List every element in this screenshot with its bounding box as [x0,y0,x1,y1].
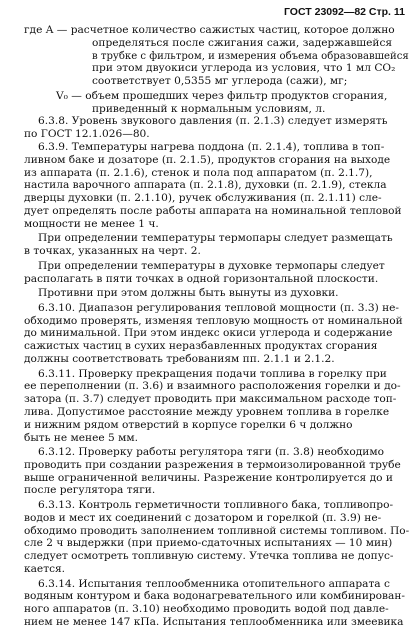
text-line: и нижним рядом отверстий в корпусе горелки 6 ч должно [24,418,353,431]
text-line: определяться после сжигания сажи, задержавшейся [92,36,393,49]
text-line: быть не менее 5 мм. [24,431,138,444]
text-line: ного аппаратов (п. 3.10) необходимо проводить водой под давле- [24,603,389,616]
text-line: в точках, указанных на черт. 2. [24,245,201,258]
text-line: проводить при создании разрежения в термоизолированной трубе [24,458,401,471]
text-line: в трубке с фильтром, и измерения объема образовавшейся [92,49,409,62]
text-line: кается. [24,563,66,575]
text-line: водяным контуром и бака водонагревательного или комбинирован- [24,590,405,603]
text-line: нием не менее 147 кПа. Испытания теплообменника или змеевика [24,616,404,628]
text-line: сле 2 ч выдержки (при приемо-сдаточных испытаниях — 10 мин) [24,537,393,550]
text-line: обходимо проверять, изменяя тепловую мощность от номинальной [24,314,403,327]
text-line: соответствует 0,5355 мг углерода (сажи), мг; [92,75,348,88]
text-line: до минимальной. При этом индекс окиси углерода и содержание [24,327,393,340]
text-line: 6.3.11. Проверку прекращения подачи топлива в горелку при [38,367,387,380]
text-line: где A — расчетное количество сажистых частиц, которое должно [24,24,395,36]
text-line: ее переполнении (п. 3.6) и взаимного расположения горелки и до- [24,380,401,393]
text-line: следует осмотреть топливную систему. Утечка топлива не допус- [24,550,394,563]
text-line: дверцы духовки (п. 2.1.10), ручек обслуживания (п. 2.1.11) сле- [24,192,382,205]
text-line: V₀ — объем прошедших через фильтр продуктов сгорания, [56,89,388,102]
text-line: 6.3.14. Испытания теплообменника отопительного аппарата с [38,577,390,590]
text-line: При определении температуры в духовке термопары следует [38,259,385,272]
text-line: 6.3.10. Диапазон регулирования тепловой мощности (п. 3.3) не- [38,301,399,314]
text-line: затора (п. 3.7) следует проводить при максимальном расходе топ- [24,393,397,406]
page-header: ГОСТ 23092—82 Стр. 11 [283,6,405,18]
text-line: приведенный к нормальным условиям, л. [92,102,326,115]
text-line: 6.3.12. Проверку работы регулятора тяги (п. 3.8) необходимо [38,446,384,459]
text-line: водов и мест их соединений с дозатором и горелкой (п. 3.9) не- [24,511,382,524]
text-line: ливном баке и дозаторе (п. 2.1.5), продуктов сгорания на выходе [24,153,391,166]
text-line: Противни при этом должны быть вынуты из духовки. [38,287,339,300]
text-line: при этом двуокиси углерода из условия, что 1 мл CO₂ [92,62,396,75]
text-line: При определении температуры термопары следует размещать [38,232,393,245]
text-line: должны соответствовать требованиям пп. 2.1.1 и 2.1.2. [24,352,335,365]
text-line: обходимо проводить заполнением топливной системы топливом. По- [24,524,410,537]
text-line: лива. Допустимое расстояние между уровнем топлива в горелке [24,405,390,418]
text-line: 6.3.9. Температуры нагрева поддона (п. 2.1.4), топлива в топ- [38,140,385,153]
text-line: 6.3.8. Уровень звукового давления (п. 2.1.3) следует измерять [38,115,388,128]
text-line: настила варочного аппарата (п. 2.1.8), духовки (п. 2.1.9), стекла [24,179,387,192]
text-line: по ГОСТ 12.1.026—80. [24,128,150,141]
text-line: располагать в пяти точках в одной горизонтальной плоскости. [24,272,379,285]
text-line: 6.3.13. Контроль герметичности топливного бака, топливопро- [38,499,394,512]
text-line: из аппарата (п. 2.1.6), стенок и пола под аппаратом (п. 2.1.7), [24,166,373,179]
text-line: после регулятора тяги. [24,484,156,497]
text-line: дует определять после работы аппарата на номинальной тепловой [24,204,402,217]
text-line: сажистых частиц в сухих неразбавленных продуктах сгорания [24,340,378,353]
text-line: мощности не менее 1 ч. [24,217,159,230]
text-line: выше ограниченной величины. Разрежение контролируется до и [24,471,393,484]
